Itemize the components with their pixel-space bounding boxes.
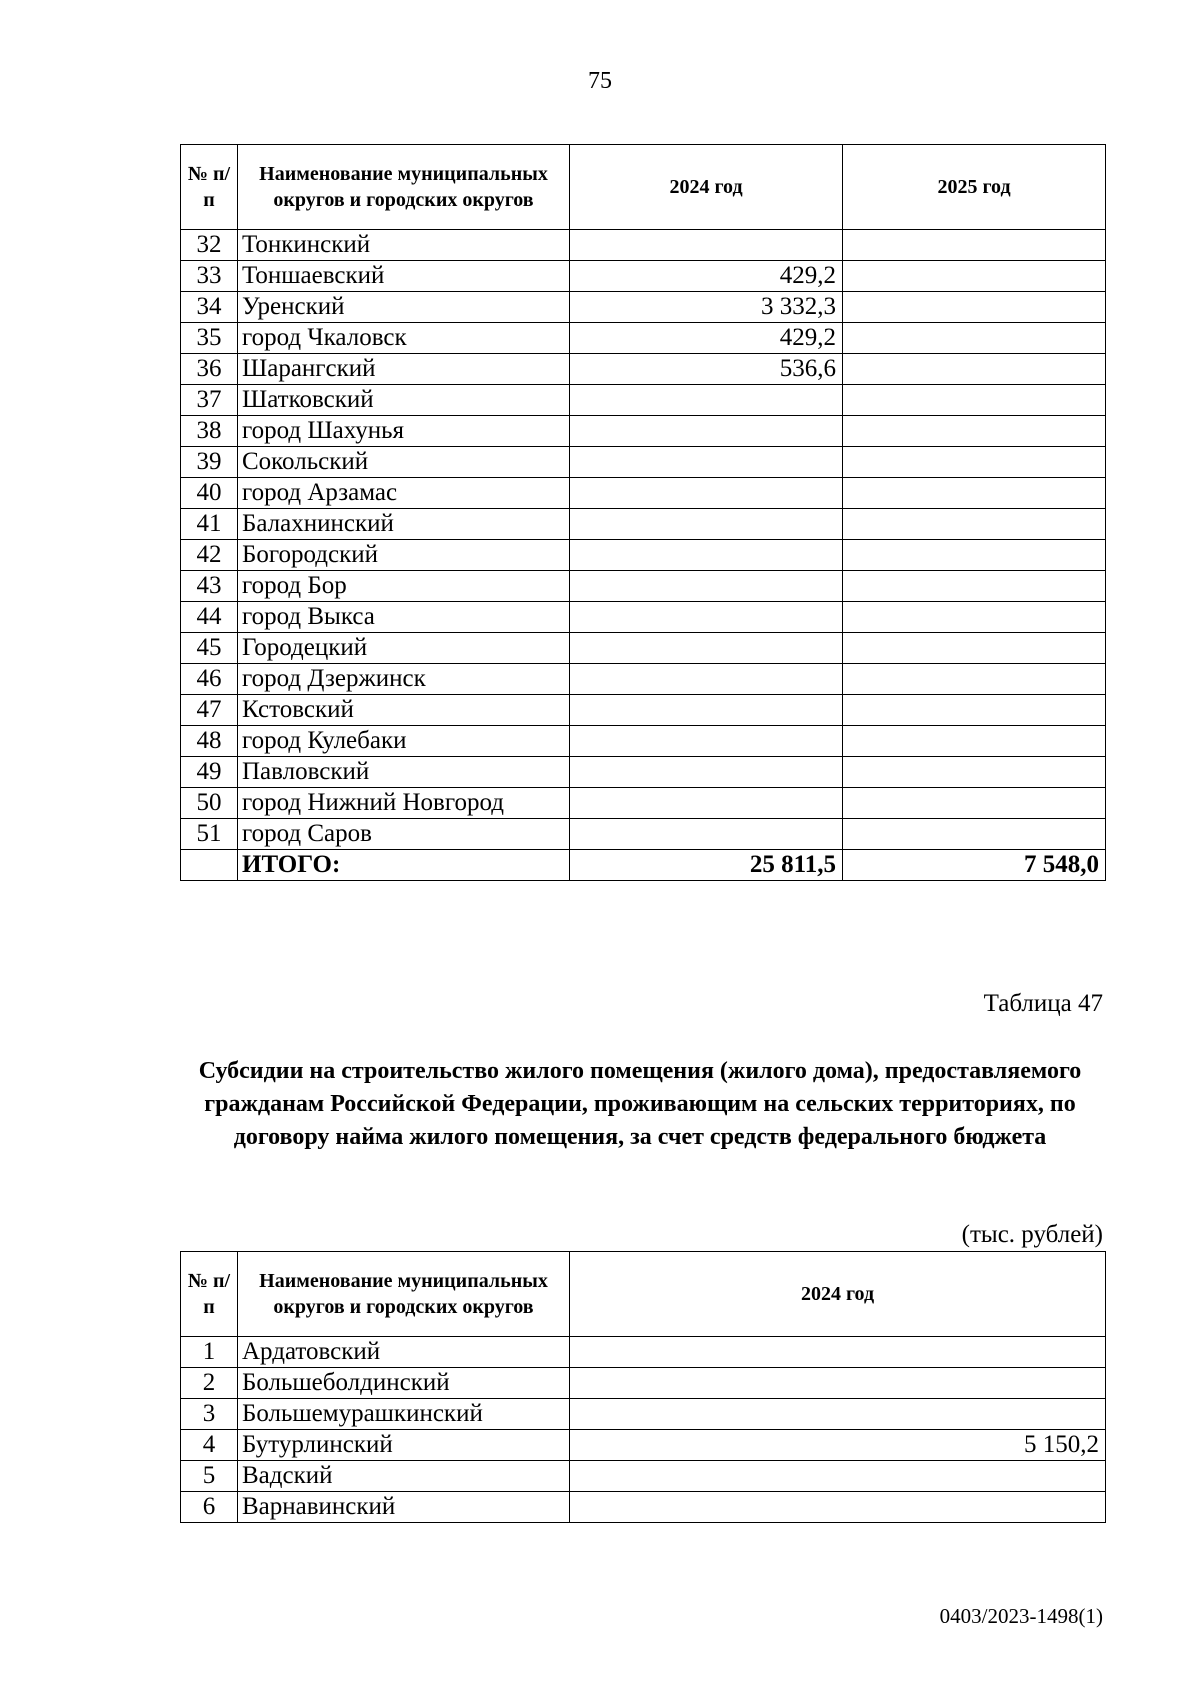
district-name: Большеболдинский bbox=[238, 1368, 570, 1399]
units-label: (тыс. рублей) bbox=[961, 1221, 1103, 1248]
value-2024 bbox=[570, 571, 843, 602]
value-2024 bbox=[570, 788, 843, 819]
district-name: город Дзержинск bbox=[238, 664, 570, 695]
page-number: 75 bbox=[588, 68, 612, 94]
total-2025: 7 548,0 bbox=[843, 850, 1106, 881]
row-number: 47 bbox=[181, 695, 238, 726]
table-row bbox=[181, 478, 1106, 509]
value-2025 bbox=[843, 385, 1106, 416]
value-2025 bbox=[843, 571, 1106, 602]
header-name: Наименование муниципальных округов и городских округов bbox=[238, 1252, 570, 1337]
table-row bbox=[181, 633, 1106, 664]
table-row bbox=[181, 509, 1106, 540]
table-body bbox=[181, 230, 1106, 850]
header-name: Наименование муниципальных округов и городских округов bbox=[238, 145, 570, 230]
district-name: Бутурлинский bbox=[238, 1430, 570, 1461]
table-row bbox=[181, 416, 1106, 447]
allocation-table-46 bbox=[180, 144, 1106, 881]
value-2024 bbox=[570, 1492, 1106, 1523]
row-number: 51 bbox=[181, 819, 238, 850]
value-2025 bbox=[843, 664, 1106, 695]
district-name: Уренский bbox=[238, 292, 570, 323]
row-number: 46 bbox=[181, 664, 238, 695]
table-row bbox=[181, 230, 1106, 261]
row-number: 44 bbox=[181, 602, 238, 633]
row-number: 50 bbox=[181, 788, 238, 819]
district-name: город Чкаловск bbox=[238, 323, 570, 354]
value-2025 bbox=[843, 447, 1106, 478]
district-name: Балахнинский bbox=[238, 509, 570, 540]
value-2025 bbox=[843, 602, 1106, 633]
district-name: город Кулебаки bbox=[238, 726, 570, 757]
row-number: 49 bbox=[181, 757, 238, 788]
table-row bbox=[181, 1430, 1106, 1461]
table-row bbox=[181, 292, 1106, 323]
value-2024 bbox=[570, 1399, 1106, 1430]
row-number: 39 bbox=[181, 447, 238, 478]
table-row bbox=[181, 757, 1106, 788]
value-2024 bbox=[570, 385, 843, 416]
value-2025 bbox=[843, 416, 1106, 447]
row-number: 32 bbox=[181, 230, 238, 261]
value-2024 bbox=[570, 633, 843, 664]
value-2024: 3 332,3 bbox=[570, 292, 843, 323]
row-number: 5 bbox=[181, 1461, 238, 1492]
header-2024: 2024 год bbox=[570, 1252, 1106, 1337]
row-number: 3 bbox=[181, 1399, 238, 1430]
row-number: 41 bbox=[181, 509, 238, 540]
value-2024 bbox=[570, 509, 843, 540]
value-2025 bbox=[843, 819, 1106, 850]
value-2025 bbox=[843, 757, 1106, 788]
value-2024 bbox=[570, 1461, 1106, 1492]
table-header-row bbox=[181, 145, 1106, 230]
value-2025 bbox=[843, 323, 1106, 354]
value-2025 bbox=[843, 633, 1106, 664]
allocation-table-47 bbox=[180, 1251, 1106, 1523]
district-name: Городецкий bbox=[238, 633, 570, 664]
value-2025 bbox=[843, 292, 1106, 323]
row-number: 2 bbox=[181, 1368, 238, 1399]
district-name: Вадский bbox=[238, 1461, 570, 1492]
district-name: Большемурашкинский bbox=[238, 1399, 570, 1430]
header-num: № п/п bbox=[181, 1252, 238, 1337]
value-2025 bbox=[843, 540, 1106, 571]
value-2024 bbox=[570, 1368, 1106, 1399]
row-number: 42 bbox=[181, 540, 238, 571]
row-number: 36 bbox=[181, 354, 238, 385]
total-label: ИТОГО: bbox=[238, 850, 570, 881]
row-number: 43 bbox=[181, 571, 238, 602]
value-2025 bbox=[843, 509, 1106, 540]
table-row bbox=[181, 1399, 1106, 1430]
row-number: 34 bbox=[181, 292, 238, 323]
table-row bbox=[181, 1368, 1106, 1399]
row-number: 6 bbox=[181, 1492, 238, 1523]
value-2024 bbox=[570, 819, 843, 850]
value-2024 bbox=[570, 540, 843, 571]
district-name: город Шахунья bbox=[238, 416, 570, 447]
table-row bbox=[181, 385, 1106, 416]
district-name: Сокольский bbox=[238, 447, 570, 478]
row-number: 45 bbox=[181, 633, 238, 664]
table-row bbox=[181, 602, 1106, 633]
value-2025 bbox=[843, 230, 1106, 261]
table-row bbox=[181, 571, 1106, 602]
table-row bbox=[181, 354, 1106, 385]
row-number: 4 bbox=[181, 1430, 238, 1461]
value-2024: 429,2 bbox=[570, 323, 843, 354]
value-2024 bbox=[570, 230, 843, 261]
table-row bbox=[181, 540, 1106, 571]
table-row bbox=[181, 1337, 1106, 1368]
value-2025 bbox=[843, 478, 1106, 509]
district-name: Кстовский bbox=[238, 695, 570, 726]
row-number: 35 bbox=[181, 323, 238, 354]
value-2024 bbox=[570, 757, 843, 788]
value-2025 bbox=[843, 788, 1106, 819]
district-name: Тонкинский bbox=[238, 230, 570, 261]
total-row bbox=[181, 850, 1106, 881]
district-name: Павловский bbox=[238, 757, 570, 788]
total-2024: 25 811,5 bbox=[570, 850, 843, 881]
table-number-label: Таблица 47 bbox=[983, 990, 1103, 1017]
value-2024 bbox=[570, 1337, 1106, 1368]
value-2025 bbox=[843, 261, 1106, 292]
value-2024 bbox=[570, 478, 843, 509]
row-number: 37 bbox=[181, 385, 238, 416]
total-num-cell bbox=[181, 850, 238, 881]
district-name: Тоншаевский bbox=[238, 261, 570, 292]
district-name: Ардатовский bbox=[238, 1337, 570, 1368]
district-name: Богородский bbox=[238, 540, 570, 571]
document-code: 0403/2023-1498(1) bbox=[939, 1604, 1103, 1628]
value-2025 bbox=[843, 354, 1106, 385]
table-title: Субсидии на строительство жилого помещения (жилого дома), предоставляемого гражданам Российской Федерации, проживающим на сельских территориях, по договору найма жилого помещения, за счет средств федерального бюджета bbox=[198, 1058, 1082, 1150]
district-name: Варнавинский bbox=[238, 1492, 570, 1523]
header-2025: 2025 год bbox=[843, 145, 1106, 230]
district-name: Шарангский bbox=[238, 354, 570, 385]
row-number: 40 bbox=[181, 478, 238, 509]
value-2025 bbox=[843, 695, 1106, 726]
table-row bbox=[181, 1461, 1106, 1492]
header-2024: 2024 год bbox=[570, 145, 843, 230]
district-name: город Саров bbox=[238, 819, 570, 850]
row-number: 38 bbox=[181, 416, 238, 447]
row-number: 1 bbox=[181, 1337, 238, 1368]
table-body bbox=[181, 1337, 1106, 1523]
value-2024: 5 150,2 bbox=[570, 1430, 1106, 1461]
header-num: № п/п bbox=[181, 145, 238, 230]
row-number: 33 bbox=[181, 261, 238, 292]
table-row bbox=[181, 447, 1106, 478]
value-2024: 429,2 bbox=[570, 261, 843, 292]
table-row bbox=[181, 664, 1106, 695]
district-name: город Бор bbox=[238, 571, 570, 602]
table-row bbox=[181, 695, 1106, 726]
district-name: город Нижний Новгород bbox=[238, 788, 570, 819]
value-2024 bbox=[570, 664, 843, 695]
value-2024 bbox=[570, 695, 843, 726]
value-2024 bbox=[570, 726, 843, 757]
value-2024 bbox=[570, 447, 843, 478]
table-row bbox=[181, 323, 1106, 354]
value-2024 bbox=[570, 416, 843, 447]
table-row bbox=[181, 726, 1106, 757]
value-2024 bbox=[570, 602, 843, 633]
table-row bbox=[181, 819, 1106, 850]
value-2025 bbox=[843, 726, 1106, 757]
value-2024: 536,6 bbox=[570, 354, 843, 385]
table-row bbox=[181, 1492, 1106, 1523]
table-row bbox=[181, 261, 1106, 292]
district-name: город Выкса bbox=[238, 602, 570, 633]
table-header-row bbox=[181, 1252, 1106, 1337]
row-number: 48 bbox=[181, 726, 238, 757]
district-name: город Арзамас bbox=[238, 478, 570, 509]
district-name: Шатковский bbox=[238, 385, 570, 416]
table-row bbox=[181, 788, 1106, 819]
